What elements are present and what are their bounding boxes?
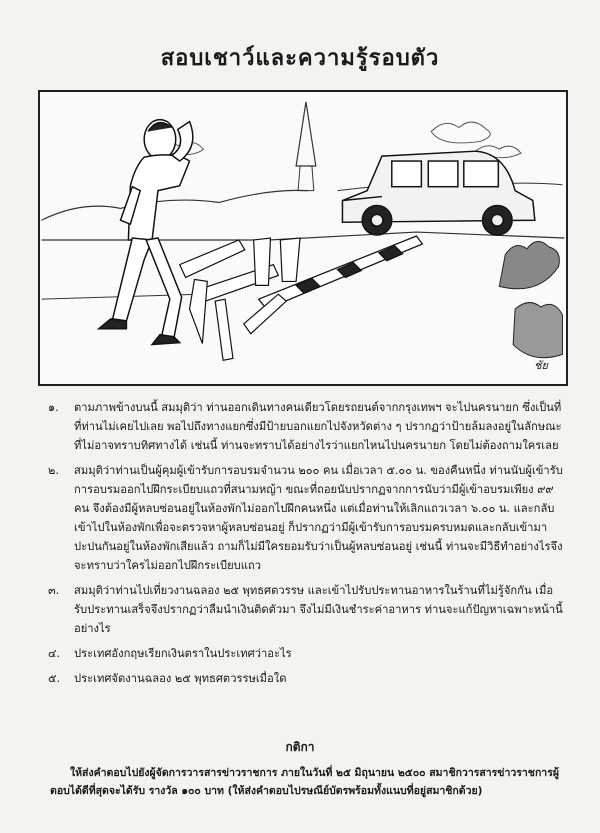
cartoon-illustration bbox=[38, 90, 568, 386]
cartoon-man-broken-signpost-car-icon bbox=[40, 92, 566, 384]
question-item bbox=[48, 581, 563, 638]
question-number: ๒. bbox=[48, 464, 59, 477]
question-list bbox=[48, 398, 563, 694]
question-number: ๕. bbox=[48, 672, 61, 685]
question-text: สมมุติว่าท่านเป็นผู้คุมผู้เข้ารับการอบรมจำนวน ๒๐๐ คน เมื่อเวลา ๕.๐๐ น. ของคืนหนึ่ง ท่านนับผู้เข้ารับการอบรมออกไปฝึกระเบียบแถวที่สนามหญ้า ขณะที่ถอยนับปรากฏจากการนับว่ามีผู้เข้าอบรมเพียง ๙๙ คน จึงต้องมีผู้หลบซ่อนอยู่ในห้องพักไม่ออกไปฝึกคนหนึ่ง แต่เมื่อท่านให้เลิกแถวเวลา ๖.๐๐ น. และกลับเข้าไปในห้องพักเพื่อจะตรวจหาผู้หลบซ่อนอยู่ ก็ปรากฏว่ามีผู้เข้ารับการอบรมครบหมดและกลับเข้ามาปะปนกันอยู่ในห้องพักเสียแล้ว ถามก็ไม่มีใครยอมรับว่าเป็นผู้หลบซ่อนอยู่ เช่นนี้ ท่านจะมีวิธีทำอย่างไรจึงจะทราบว่าใครไม่ออกไปฝึกระเบียบแถว bbox=[74, 464, 563, 572]
question-text: ประเทศอังกฤษเรียกเงินตราในประเทศว่าอะไร bbox=[74, 647, 292, 660]
question-number: ๔. bbox=[48, 647, 61, 660]
rules-text: ให้ส่งคำตอบไปยังผู้จัดการวารสารข่าวราชการ ภายในวันที่ ๒๕ มิถุนายน ๒๕๐๐ สมาชิกวารสารข่าวราชการผู้ตอบได้ดีที่สุดจะได้รับ รางวัล ๑๐๐ บาท (ให้ส่งคำตอบไปรษณีย์บัตรพร้อมทั้งแนบที่อยู่สมาชิกด้วย) bbox=[50, 767, 559, 797]
rules-header: กติกา bbox=[285, 740, 315, 754]
question-text: ประเทศจัดงานฉลอง ๒๕ พุทธศตวรรษเมื่อใด bbox=[74, 672, 287, 685]
question-item bbox=[48, 644, 563, 663]
question-item bbox=[48, 398, 563, 455]
question-text: ตามภาพข้างบนนี้ สมมุติว่า ท่านออกเดินทางคนเดียวโดยรถยนต์จากกรุงเทพฯ จะไปนครนายก ซึ่งเป็นที่ที่ท่านไม่เคยไปเลย พอไปถึงทางแยกซึ่งมีป้ายบอกแยกไปจังหวัดต่าง ๆ ปรากฏว่าป้ายล้มลงอยู่ในลักษณะที่ไม่อาจทราบทิศทางได้ เช่นนี้ ท่านจะทราบได้อย่างไรว่าแยกไหนไปนครนายก โดยไม่ต้องถามใครเลย bbox=[74, 401, 562, 452]
question-number: ๑. bbox=[48, 401, 59, 414]
question-item bbox=[48, 461, 563, 575]
question-text: สมมุติว่าท่านไปเที่ยวงานฉลอง ๒๕ พุทธศตวรรษ และเข้าไปรับประทานอาหารในร้านที่ไม่รู้จักกัน เมื่อรับประทานเสร็จจึงปรากฏว่าลืมนำเงินติดตัวมา จึงไม่มีเงินชำระค่าอาหาร ท่านจะแก้ปัญหาเฉพาะหน้านี้อย่างไร bbox=[74, 584, 563, 635]
artist-signature: ชัย bbox=[534, 359, 548, 372]
page-title: สอบเชาว์และความรู้รอบตัว bbox=[160, 46, 440, 71]
question-item bbox=[48, 669, 563, 688]
question-number: ๓. bbox=[48, 584, 60, 597]
